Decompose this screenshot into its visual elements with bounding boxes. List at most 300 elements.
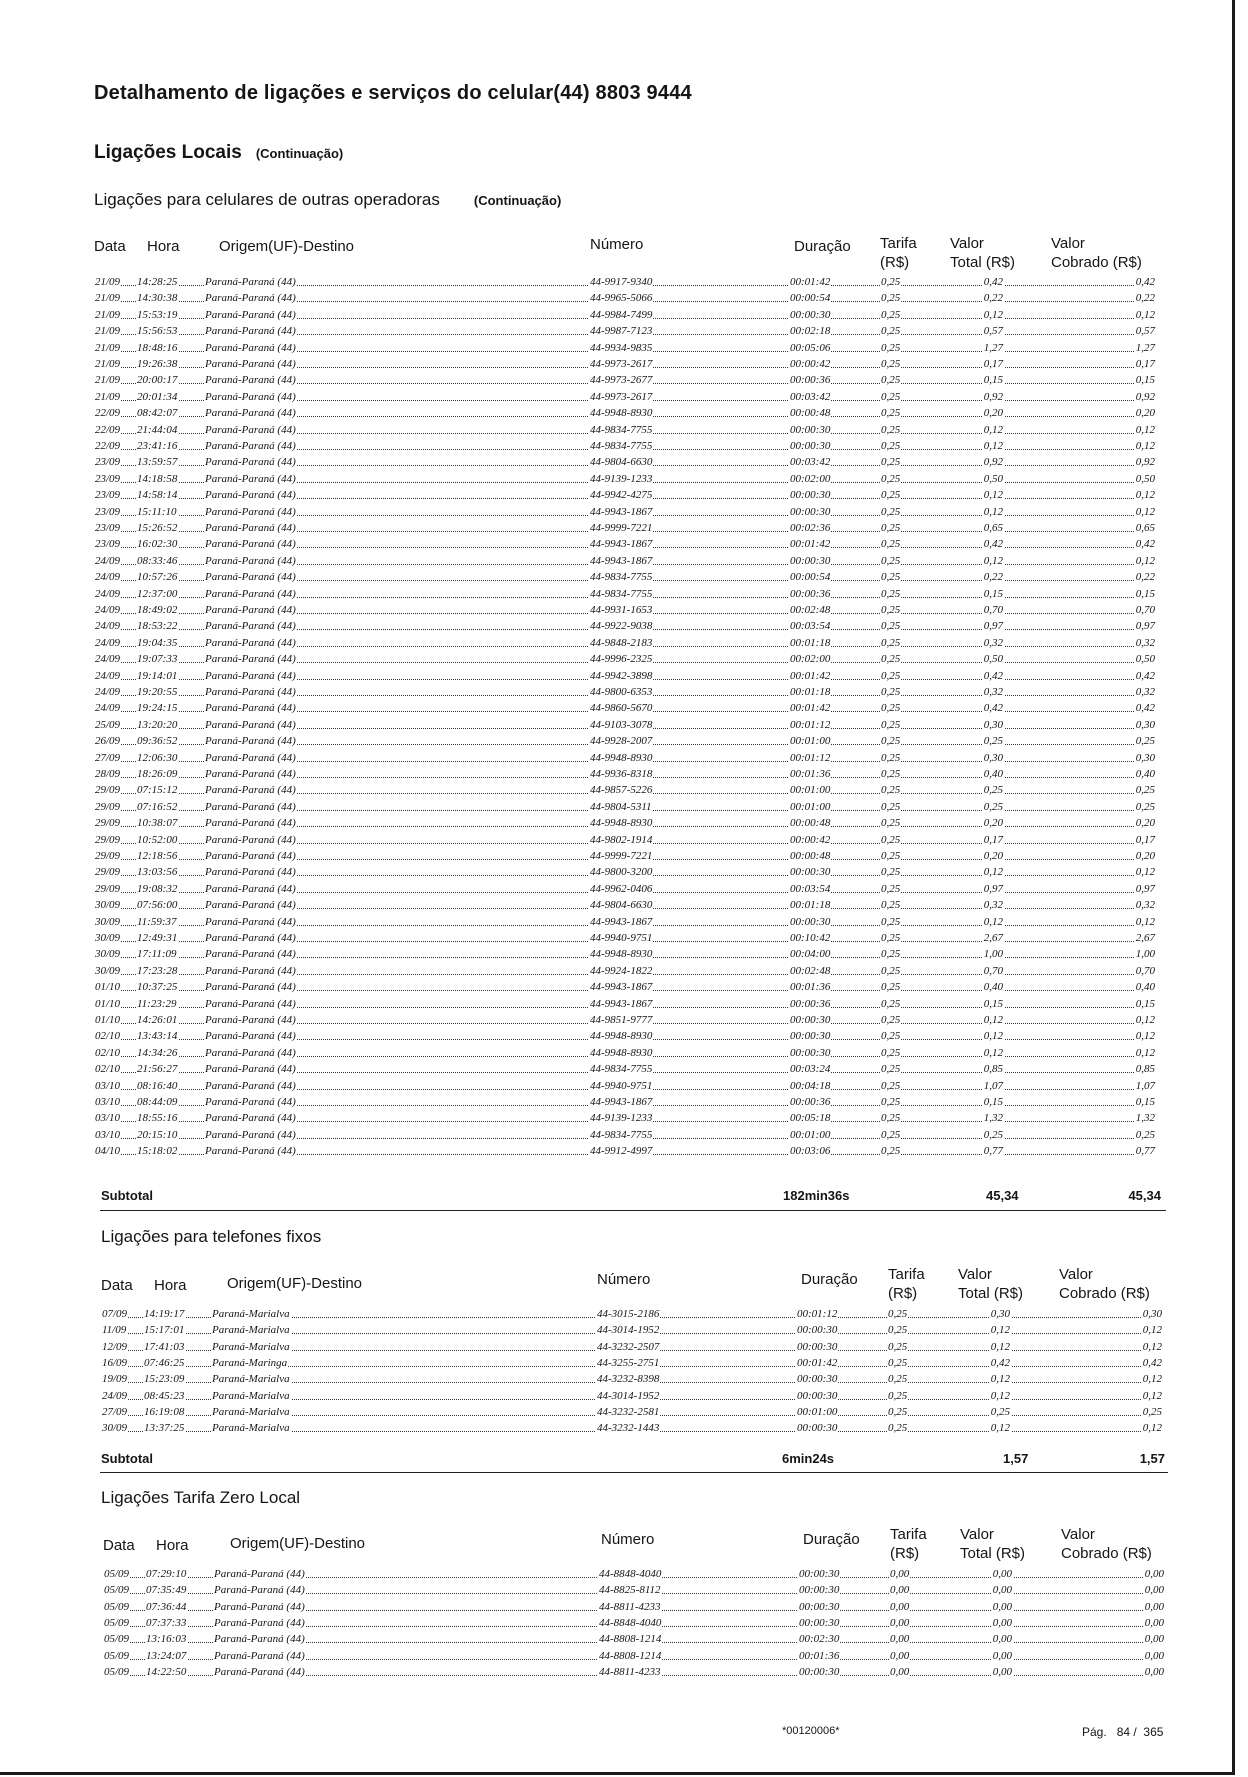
table-row	[94, 916, 1158, 931]
cell-tarifa: 0,25	[881, 768, 901, 780]
cell-origem: Paraná-Paraná (44)	[214, 1600, 305, 1613]
cell-vtotal: 0,12	[990, 1373, 1010, 1386]
cell-tarifa: 0,25	[881, 390, 901, 403]
cell-origem: Paraná-Paraná (44)	[205, 735, 296, 748]
cell-hora: 07:29:10	[146, 1568, 187, 1580]
col-tarifa-l1: Tarifa	[888, 1266, 925, 1283]
cell-tarifa: 0,25	[881, 964, 901, 977]
cell-vtotal: 0,25	[983, 800, 1003, 813]
cell-vtotal: 0,25	[983, 735, 1003, 748]
cell-numero: 44-9984-7499	[590, 308, 653, 321]
cell-vtotal: 0,42	[990, 1356, 1010, 1369]
cell-numero: 44-3255-2751	[597, 1356, 660, 1369]
cell-hora: 15:17:01	[144, 1324, 185, 1337]
table-title-fixos: Ligações para telefones fixos	[101, 1227, 322, 1246]
cell-vtotal: 0,42	[983, 538, 1003, 551]
cell-duracao: 00:00:54	[790, 292, 831, 305]
cell-numero: 44-9943-1867	[590, 554, 653, 567]
cell-data: 29/09	[95, 866, 121, 879]
cell-numero: 44-9834-7755	[590, 440, 653, 452]
cell-vcobrado: 0,70	[1135, 604, 1155, 616]
cell-origem: Paraná-Paraná (44)	[205, 390, 296, 403]
cell-tarifa: 0,25	[881, 702, 901, 715]
col-valor-cobrado	[1051, 234, 1142, 272]
cell-hora: 20:00:17	[137, 374, 178, 387]
cell-data: 24/09	[95, 702, 121, 715]
cell-hora: 14:28:25	[137, 276, 178, 288]
cell-tarifa: 0,25	[881, 604, 901, 616]
cell-numero: 44-9999-7221	[590, 850, 653, 862]
cell-tarifa: 0,25	[881, 456, 901, 469]
table-row	[94, 1129, 1158, 1144]
cell-duracao: 00:00:54	[790, 571, 831, 584]
cell-data: 21/09	[95, 325, 121, 338]
cell-hora: 07:37:33	[146, 1616, 187, 1629]
table-row	[94, 735, 1158, 750]
cell-vcobrado: 0,70	[1135, 964, 1155, 977]
cell-data: 05/09	[104, 1633, 130, 1646]
cell-data: 24/09	[95, 636, 121, 649]
cell-origem: Paraná-Marialva	[212, 1405, 290, 1418]
cell-hora: 18:55:16	[137, 1112, 178, 1125]
cell-vcobrado: 0,12	[1135, 505, 1155, 518]
table-row	[94, 948, 1158, 963]
cell-vcobrado: 0,00	[1144, 1633, 1164, 1646]
cell-vtotal: 0,70	[983, 964, 1003, 977]
cell-data: 01/10	[95, 997, 121, 1010]
cell-origem: Paraná-Paraná (44)	[205, 554, 296, 567]
cell-tarifa: 0,25	[881, 522, 901, 534]
cell-origem: Paraná-Paraná (44)	[205, 538, 296, 551]
divider	[100, 1472, 1168, 1473]
cell-vtotal: 0,40	[983, 768, 1003, 780]
cell-vcobrado: 0,17	[1135, 833, 1155, 846]
cell-vtotal: 0,30	[983, 718, 1003, 731]
cell-data: 24/09	[95, 620, 121, 633]
col-numero: Número	[601, 1531, 655, 1548]
cell-vcobrado: 0,42	[1142, 1356, 1162, 1369]
col-origem: Origem(UF)-Destino	[230, 1535, 366, 1552]
cell-vcobrado: 0,42	[1135, 538, 1155, 551]
cell-vtotal: 0,00	[992, 1633, 1012, 1646]
cell-hora: 07:15:12	[137, 784, 178, 797]
cell-origem: Paraná-Paraná (44)	[205, 407, 296, 420]
col-vtotal-l2: Total (R$)	[958, 1285, 1024, 1302]
cell-vcobrado: 0,00	[1144, 1665, 1164, 1678]
cell-hora: 15:53:19	[137, 308, 178, 321]
cell-tarifa: 0,25	[888, 1422, 908, 1435]
cell-vtotal: 0,32	[983, 636, 1003, 649]
table-row	[94, 719, 1158, 734]
col-valor-cobrado	[1061, 1525, 1152, 1563]
page-number	[1082, 1725, 1163, 1739]
cell-hora: 19:07:33	[137, 653, 178, 666]
cell-data: 21/09	[95, 308, 121, 321]
cell-hora: 14:58:14	[137, 489, 178, 502]
cell-vtotal: 0,12	[983, 554, 1003, 567]
cell-origem: Paraná-Paraná (44)	[205, 850, 296, 862]
table-row	[101, 1308, 1165, 1323]
cell-duracao: 00:01:18	[790, 899, 831, 912]
cell-vtotal: 0,12	[990, 1324, 1010, 1337]
col-origem: Origem(UF)-Destino	[227, 1275, 363, 1292]
section-name: Ligações Locais	[94, 142, 242, 163]
table-row	[94, 424, 1158, 439]
cell-vtotal: 0,12	[983, 505, 1003, 518]
cell-numero: 44-9948-8930	[590, 1030, 653, 1043]
col-tarifa	[890, 1525, 927, 1563]
cell-numero: 44-9922-9038	[590, 620, 653, 633]
cell-hora: 11:59:37	[137, 915, 177, 928]
cell-vcobrado: 0,30	[1142, 1308, 1162, 1320]
col-vcobrado-l1: Valor	[1051, 235, 1085, 252]
cell-numero: 44-9917-9340	[590, 276, 653, 288]
cell-numero: 44-9834-7755	[590, 1128, 653, 1141]
cell-tarifa: 0,25	[881, 276, 901, 288]
cell-duracao: 00:00:48	[790, 817, 831, 830]
cell-numero: 44-9973-2617	[590, 358, 653, 370]
cell-origem: Paraná-Paraná (44)	[205, 997, 296, 1010]
cell-tarifa: 0,25	[888, 1340, 908, 1353]
cell-tarifa: 0,25	[888, 1308, 908, 1320]
table-row	[101, 1390, 1165, 1405]
cell-tarifa: 0,25	[881, 440, 901, 452]
cell-duracao: 00:01:00	[790, 800, 831, 813]
cell-vtotal: 0,00	[992, 1584, 1012, 1597]
cell-data: 12/09	[102, 1340, 128, 1353]
cell-vtotal: 0,17	[983, 833, 1003, 846]
cell-tarifa: 0,25	[881, 308, 901, 321]
cell-duracao: 00:00:30	[790, 308, 831, 321]
cell-vtotal: 0,17	[983, 358, 1003, 370]
cell-duracao: 00:00:30	[799, 1584, 840, 1597]
table-row	[94, 309, 1158, 324]
cell-numero: 44-9103-3078	[590, 718, 653, 731]
cell-vcobrado: 0,92	[1135, 456, 1155, 469]
cell-origem: Paraná-Marialva	[212, 1373, 290, 1386]
cell-duracao: 00:00:30	[797, 1422, 838, 1435]
col-origem: Origem(UF)-Destino	[219, 238, 355, 255]
col-vcobrado-l2: Cobrado (R$)	[1061, 1545, 1152, 1562]
cell-origem: Paraná-Paraná (44)	[205, 686, 296, 698]
cell-origem: Paraná-Paraná (44)	[205, 472, 296, 485]
cell-numero: 44-9962-0406	[590, 882, 653, 895]
cell-origem: Paraná-Paraná (44)	[205, 505, 296, 518]
cell-origem: Paraná-Paraná (44)	[205, 308, 296, 321]
cell-origem: Paraná-Marialva	[212, 1389, 290, 1402]
col-tarifa-l2: (R$)	[880, 254, 910, 271]
col-vcobrado-l1: Valor	[1059, 1266, 1093, 1283]
cell-vcobrado: 0,97	[1135, 882, 1155, 895]
col-data: Data	[94, 238, 126, 255]
cell-origem: Paraná-Paraná (44)	[214, 1568, 305, 1580]
table-row	[94, 1047, 1158, 1062]
cell-vtotal: 0,97	[983, 620, 1003, 633]
cell-hora: 13:24:07	[146, 1649, 187, 1662]
cell-hora: 10:52:00	[137, 833, 178, 846]
cell-data: 05/09	[104, 1584, 130, 1597]
cell-vcobrado: 0,20	[1135, 817, 1155, 830]
cell-tarifa: 0,25	[888, 1324, 908, 1337]
cell-duracao: 00:03:54	[790, 882, 831, 895]
cell-origem: Paraná-Paraná (44)	[205, 882, 296, 895]
cell-hora: 19:08:32	[137, 882, 178, 895]
cell-duracao: 00:00:48	[790, 850, 831, 862]
cell-hora: 15:18:02	[137, 1145, 178, 1158]
cell-duracao: 00:00:30	[797, 1340, 838, 1353]
cell-data: 26/09	[95, 735, 121, 748]
cell-vcobrado: 0,12	[1142, 1340, 1162, 1353]
table-row	[101, 1422, 1165, 1437]
col-hora: Hora	[147, 238, 180, 255]
cell-numero: 44-8848-4040	[599, 1616, 662, 1629]
col-tarifa-l2: (R$)	[890, 1545, 920, 1562]
cell-tarifa: 0,25	[881, 850, 901, 862]
cell-vcobrado: 1,27	[1135, 341, 1155, 354]
cell-vtotal: 0,22	[983, 292, 1003, 305]
cell-tarifa: 0,25	[888, 1356, 908, 1369]
cell-hora: 21:44:04	[137, 423, 178, 436]
cell-tarifa: 0,00	[890, 1665, 910, 1678]
cell-numero: 44-9802-1914	[590, 833, 653, 846]
cell-tarifa: 0,25	[881, 653, 901, 666]
page-total: 365	[1143, 1725, 1164, 1739]
cell-numero: 44-8848-4040	[599, 1568, 662, 1580]
cell-origem: Paraná-Marialva	[212, 1324, 290, 1337]
table-row	[94, 391, 1158, 406]
cell-hora: 18:48:16	[137, 341, 178, 354]
cell-vtotal: 0,15	[983, 587, 1003, 600]
cell-hora: 08:45:23	[144, 1389, 185, 1402]
cell-vtotal: 0,77	[983, 1145, 1003, 1158]
cell-numero: 44-3232-8398	[597, 1373, 660, 1386]
cell-vtotal: 0,92	[983, 390, 1003, 403]
cell-tarifa: 0,25	[881, 423, 901, 436]
divider	[100, 1210, 1166, 1211]
cell-hora: 07:46:25	[144, 1356, 185, 1369]
cell-duracao: 00:03:24	[790, 1063, 831, 1076]
subtotal-label: Subtotal	[101, 1188, 153, 1203]
cell-tarifa: 0,25	[881, 932, 901, 944]
table-row	[94, 686, 1158, 701]
cell-vtotal: 0,42	[983, 669, 1003, 682]
cell-hora: 21:56:27	[137, 1063, 178, 1076]
table-row	[94, 473, 1158, 488]
cell-origem: Paraná-Paraná (44)	[205, 784, 296, 797]
cell-origem: Paraná-Paraná (44)	[205, 604, 296, 616]
cell-data: 24/09	[95, 571, 121, 584]
cell-hora: 19:04:35	[137, 636, 178, 649]
cell-hora: 18:53:22	[137, 620, 178, 633]
cell-vtotal: 0,97	[983, 882, 1003, 895]
cell-vcobrado: 0,12	[1135, 423, 1155, 436]
cell-data: 05/09	[104, 1600, 130, 1613]
cell-duracao: 00:02:48	[790, 604, 831, 616]
col-valor-cobrado	[1059, 1265, 1150, 1303]
cell-origem: Paraná-Marialva	[212, 1340, 290, 1353]
cell-data: 21/09	[95, 358, 121, 370]
cell-origem: Paraná-Paraná (44)	[205, 702, 296, 715]
cell-hora: 14:34:26	[137, 1046, 178, 1059]
cell-hora: 08:44:09	[137, 1096, 178, 1108]
cell-data: 23/09	[95, 538, 121, 551]
cell-hora: 20:15:10	[137, 1128, 178, 1141]
cell-duracao: 00:00:42	[790, 833, 831, 846]
cell-origem: Paraná-Paraná (44)	[214, 1649, 305, 1662]
cell-hora: 14:30:38	[137, 292, 178, 305]
cell-numero: 44-9948-8930	[590, 407, 653, 420]
table-title-note: (Continuação)	[473, 193, 562, 208]
cell-tarifa: 0,25	[888, 1373, 908, 1386]
cell-vcobrado: 0,65	[1135, 522, 1155, 534]
cell-vtotal: 0,00	[992, 1600, 1012, 1613]
cell-vtotal: 0,12	[983, 866, 1003, 879]
cell-vcobrado: 0,20	[1135, 850, 1155, 862]
cell-duracao: 00:04:00	[790, 948, 831, 961]
cell-data: 03/10	[95, 1112, 121, 1125]
cell-data: 27/09	[102, 1405, 128, 1418]
cell-duracao: 00:04:18	[790, 1079, 831, 1092]
table-row	[94, 768, 1158, 783]
col-duracao: Duração	[803, 1531, 860, 1548]
table-row	[94, 850, 1158, 865]
cell-tarifa: 0,25	[881, 997, 901, 1010]
cell-numero: 44-9942-3898	[590, 669, 653, 682]
cell-hora: 19:20:55	[137, 686, 178, 698]
cell-numero: 44-9942-4275	[590, 489, 653, 502]
cell-origem: Paraná-Paraná (44)	[205, 423, 296, 436]
cell-tarifa: 0,25	[881, 489, 901, 502]
cell-numero: 44-9948-8930	[590, 817, 653, 830]
cell-data: 05/09	[104, 1649, 130, 1662]
subtotal-cobrado: 45,34	[1128, 1188, 1161, 1203]
cell-numero: 44-9848-2183	[590, 636, 653, 649]
cell-data: 24/09	[95, 554, 121, 567]
cell-tarifa: 0,25	[881, 1128, 901, 1141]
cell-numero: 44-9800-3200	[590, 866, 653, 879]
cell-duracao: 00:00:30	[799, 1600, 840, 1613]
col-vcobrado-l2: Cobrado (R$)	[1051, 254, 1142, 271]
cell-vtotal: 0,00	[992, 1568, 1012, 1580]
cell-numero: 44-9139-1233	[590, 472, 653, 485]
cell-vcobrado: 0,40	[1135, 981, 1155, 994]
cell-tarifa: 0,25	[881, 735, 901, 748]
cell-origem: Paraná-Paraná (44)	[205, 374, 296, 387]
cell-data: 29/09	[95, 800, 121, 813]
cell-hora: 13:16:03	[146, 1633, 187, 1646]
cell-vtotal: 0,92	[983, 456, 1003, 469]
cell-hora: 19:26:38	[137, 358, 178, 370]
col-tarifa	[888, 1265, 925, 1303]
cell-data: 05/09	[104, 1616, 130, 1629]
cell-tarifa: 0,25	[881, 620, 901, 633]
cell-hora: 17:41:03	[144, 1340, 185, 1353]
cell-hora: 13:20:20	[137, 718, 178, 731]
cell-duracao: 00:00:30	[790, 866, 831, 879]
cell-vtotal: 0,25	[983, 784, 1003, 797]
cell-numero: 44-9940-9751	[590, 932, 653, 944]
cell-vcobrado: 0,20	[1135, 407, 1155, 420]
cell-origem: Paraná-Paraná (44)	[205, 866, 296, 879]
cell-duracao: 00:00:30	[790, 554, 831, 567]
cell-tarifa: 0,25	[881, 407, 901, 420]
cell-numero: 44-9851-9777	[590, 1014, 653, 1026]
cell-tarifa: 0,25	[881, 1030, 901, 1043]
cell-hora: 19:14:01	[137, 669, 178, 682]
cell-duracao: 00:02:36	[790, 522, 831, 534]
table-row	[94, 358, 1158, 373]
cell-origem: Paraná-Paraná (44)	[205, 358, 296, 370]
cell-numero: 44-9943-1867	[590, 997, 653, 1010]
cell-tarifa: 0,00	[890, 1568, 910, 1580]
table-row	[94, 456, 1158, 471]
table-row	[94, 489, 1158, 504]
cell-hora: 17:23:28	[137, 964, 178, 977]
cell-origem: Paraná-Paraná (44)	[205, 1063, 296, 1076]
cell-origem: Paraná-Paraná (44)	[205, 817, 296, 830]
cell-duracao: 00:03:42	[790, 390, 831, 403]
cell-duracao: 00:01:42	[790, 276, 831, 288]
cell-vtotal: 0,00	[992, 1665, 1012, 1678]
subtotal-duracao: 6min24s	[782, 1451, 835, 1466]
cell-vcobrado: 2,67	[1135, 932, 1155, 944]
cell-duracao: 00:00:30	[790, 505, 831, 518]
cell-numero: 44-9912-4997	[590, 1145, 653, 1158]
cell-vcobrado: 0,00	[1144, 1584, 1164, 1597]
cell-origem: Paraná-Paraná (44)	[205, 964, 296, 977]
cell-hora: 11:23:29	[137, 997, 177, 1010]
cell-duracao: 00:00:30	[797, 1324, 838, 1337]
cell-vcobrado: 1,07	[1135, 1079, 1155, 1092]
table-row	[103, 1650, 1167, 1665]
cell-duracao: 00:00:30	[790, 423, 831, 436]
cell-numero: 44-9948-8930	[590, 1046, 653, 1059]
cell-hora: 14:22:50	[146, 1665, 187, 1678]
table-row	[94, 588, 1158, 603]
col-vcobrado-l1: Valor	[1061, 1526, 1095, 1543]
subtotal-cobrado: 1,57	[1139, 1451, 1165, 1466]
cell-vtotal: 0,12	[983, 1046, 1003, 1059]
table-row	[94, 817, 1158, 832]
cell-tarifa: 0,25	[881, 1145, 901, 1158]
cell-vcobrado: 1,32	[1135, 1112, 1155, 1125]
table-row	[94, 932, 1158, 947]
cell-data: 23/09	[95, 522, 121, 534]
cell-hora: 18:49:02	[137, 604, 178, 616]
table-row	[94, 965, 1158, 980]
cell-tarifa: 0,25	[881, 948, 901, 961]
page-current: 84 /	[1116, 1725, 1137, 1739]
cell-data: 07/09	[102, 1308, 128, 1320]
table-row	[94, 899, 1158, 914]
cell-data: 24/09	[95, 587, 121, 600]
table-row	[94, 1096, 1158, 1111]
cell-duracao: 00:05:18	[790, 1112, 831, 1125]
cell-tarifa: 0,25	[881, 505, 901, 518]
cell-duracao: 00:00:30	[790, 1030, 831, 1043]
cell-tarifa: 0,25	[881, 358, 901, 370]
cell-tarifa: 0,25	[881, 669, 901, 682]
cell-vcobrado: 0,50	[1135, 653, 1155, 666]
table-row	[94, 1063, 1158, 1078]
cell-vcobrado: 0,12	[1135, 554, 1155, 567]
cell-vtotal: 0,85	[983, 1063, 1003, 1076]
cell-numero: 44-3014-1952	[597, 1389, 660, 1402]
col-valor-total	[960, 1525, 1025, 1563]
cell-numero: 44-9857-5226	[590, 784, 653, 797]
cell-data: 23/09	[95, 489, 121, 502]
table-row	[94, 571, 1158, 586]
